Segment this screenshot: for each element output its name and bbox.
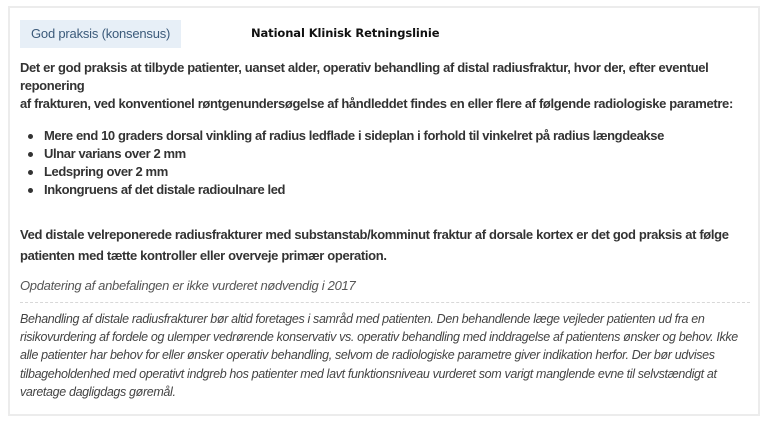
criteria-item (20, 163, 664, 181)
criteria-item (20, 127, 664, 145)
section-divider (20, 302, 750, 303)
radiological-criteria-list (20, 127, 664, 199)
bullet-icon (28, 134, 33, 139)
intro-line: af frakturen, ved konventionel røntgenundersøgelse af håndleddet findes en eller flere af følgende radiologiske parametre: (20, 96, 733, 111)
intro-line: Det er god praksis at tilbyde patienter, uanset alder, operativ behandling af distal radiusfraktur, hvor der, efter eventuel (20, 60, 709, 75)
guideline-title: National Klinisk Retningslinie (251, 26, 440, 40)
criteria-text: Ulnar varians over 2 mm (44, 146, 186, 161)
criteria-text: Mere end 10 graders dorsal vinkling af radius ledflade i sideplan i forhold til vinkelret på radius længdeakse (44, 128, 664, 143)
criteria-text: Inkongruens af det distale radioulnare led (44, 182, 286, 197)
bullet-icon (28, 170, 33, 175)
bullet-icon (28, 188, 33, 193)
intro-line: reponering (20, 78, 85, 93)
bullet-icon (28, 152, 33, 157)
evidence-level-badge: God praksis (konsensus) (20, 20, 181, 48)
criteria-text: Ledspring over 2 mm (44, 164, 168, 179)
recommendation-intro (20, 59, 750, 113)
recommendation-card (8, 6, 760, 416)
rationale-text: Behandling af distale radiusfrakturer bør altid foretages i samråd med patienten. Den behandlende læge vejleder patienten ud fra en risikovurdering af fordele og ulemper vedrørende konservativ vs. operativ behandling med inddragelse af patientens ønsker og behov. Ikke alle patienter har behov for eller ønsker operativ behandling, selvom de radiologiske parametre giver indikation herfor. Der bør udvises tilbageholdenhed med operativt indgreb hos patienter med lavt funktionsniveau vurderet som varigt manglende evne til selvstændigt at varetage dagligdags gøremål. (20, 312, 738, 399)
criteria-item (20, 181, 664, 199)
update-note: Opdatering af anbefalingen er ikke vurderet nødvendig i 2017 (20, 278, 356, 293)
criteria-item (20, 145, 664, 163)
secondary-recommendation: Ved distale velreponerede radiusfrakturer med substanstab/komminut fraktur af dorsale kortex er det god praksis at følge patienten med tætte kontroller eller overveje primær operation. (20, 227, 729, 263)
